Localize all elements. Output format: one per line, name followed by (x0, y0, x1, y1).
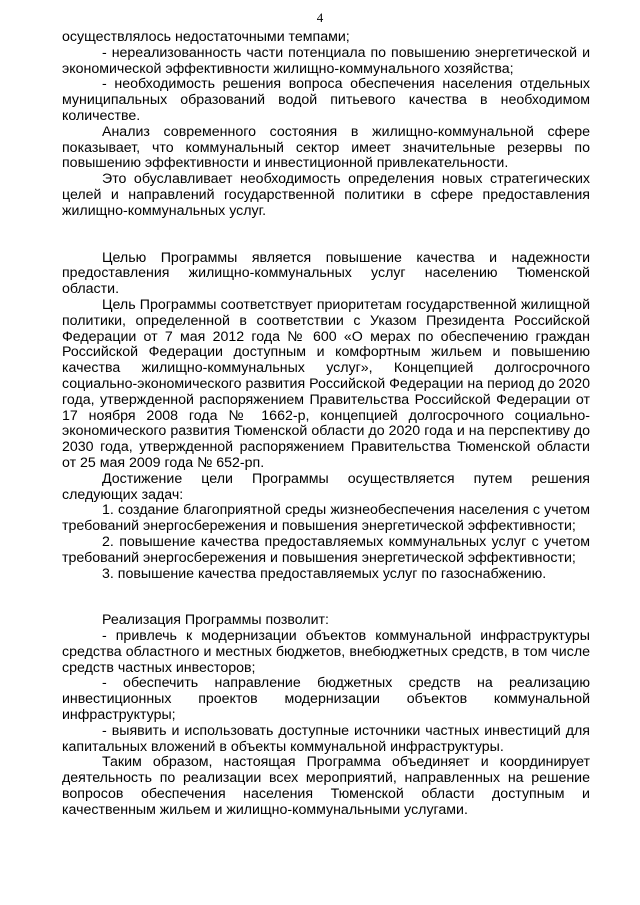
paragraph: Достижение цели Программы осуществляется путем решения следующих задач: (62, 470, 590, 503)
page-number: 4 (316, 10, 324, 25)
document-body (62, 30, 590, 819)
section-gap (62, 220, 590, 251)
paragraph-program-goal: Целью Программы является повышение качества и надежности предоставления жилищно-коммунальных услуг населению Тюменской области. (62, 249, 590, 298)
paragraph: Это обуславливает необходимость определения новых стратегических целей и направлений государственной политики в сфере предоставления жилищно-коммунальных услуг. (62, 171, 590, 219)
paragraph-implementation: Реализация Программы позволит: (102, 612, 329, 629)
paragraph: Цель Программы соответствует приоритетам государственной жилищной политики, определенной в соответствии с Указом Президента Российской Федерации от 7 мая 2012 года № 600 «О мерах по обеспечению граждан Российской Федерации доступным и комфортным жильем и повышению качества жилищно-коммунальных услуг», Концепцией долгосрочного социально-экономического развития Российской Федерации на период до 2020 года, утвержденной распоряжением Правительства Российской Федерации от 17 ноября 2008 года № 1662-р, концепцией долгосрочного социально-экономического развития Тюменской области до 2020 года и на перспективу до 2030 года, утвержденной распоряжением Правительства Тюменской области от 25 мая 2009 года № 652-рп. (62, 296, 590, 471)
list-item-dash: - нереализованность части потенциала по повышению энергетической и экономической эффективности жилищно-коммунального хозяйства; (62, 44, 590, 77)
paragraph-continuation: осуществлялось недостаточными темпами; (62, 29, 350, 45)
list-item-dash: - выявить и использовать доступные источники частных инвестиций для капитальных вложений в объекты коммунальной инфраструктуры. (62, 722, 590, 755)
list-item-dash: - привлечь к модернизации объектов коммунальной инфраструктуры средства областного и местных бюджетов, внебюджетных средств, в том числе средств частных инвесторов; (62, 628, 590, 676)
section-gap (62, 582, 590, 613)
list-item-dash: - обеспечить направление бюджетных средств на реализацию инвестиционных проектов модернизации объектов коммунальной инфраструктуры; (62, 675, 590, 724)
list-item-numbered: 3. повышение качества предоставляемых услуг по газоснабжению. (102, 565, 547, 582)
list-item-dash: - необходимость решения вопроса обеспечения населения отдельных муниципальных образований водой питьевого качества в необходимом количестве. (62, 76, 590, 124)
paragraph: Таким образом, настоящая Программа объединяет и координирует деятельность по реализации всех мероприятий, направленных на решение вопросов обеспечения населения Тюменской области доступным и качественным жильем и жилищно-коммунальными услугами. (62, 754, 590, 818)
paragraph: Анализ современного состояния в жилищно-коммунальной сфере показывает, что коммунальный сектор имеет значительные резервы по повышению эффективности и инвестиционной привлекательности. (62, 123, 590, 172)
list-item-numbered: 2. повышение качества предоставляемых коммунальных услуг с учетом требований энергосбережения и повышения энергетической эффективности; (62, 533, 590, 566)
list-item-numbered: 1. создание благоприятной среды жизнеобеспечения населения с учетом требований энергосбережения и повышения энергетической эффективности; (62, 502, 590, 535)
